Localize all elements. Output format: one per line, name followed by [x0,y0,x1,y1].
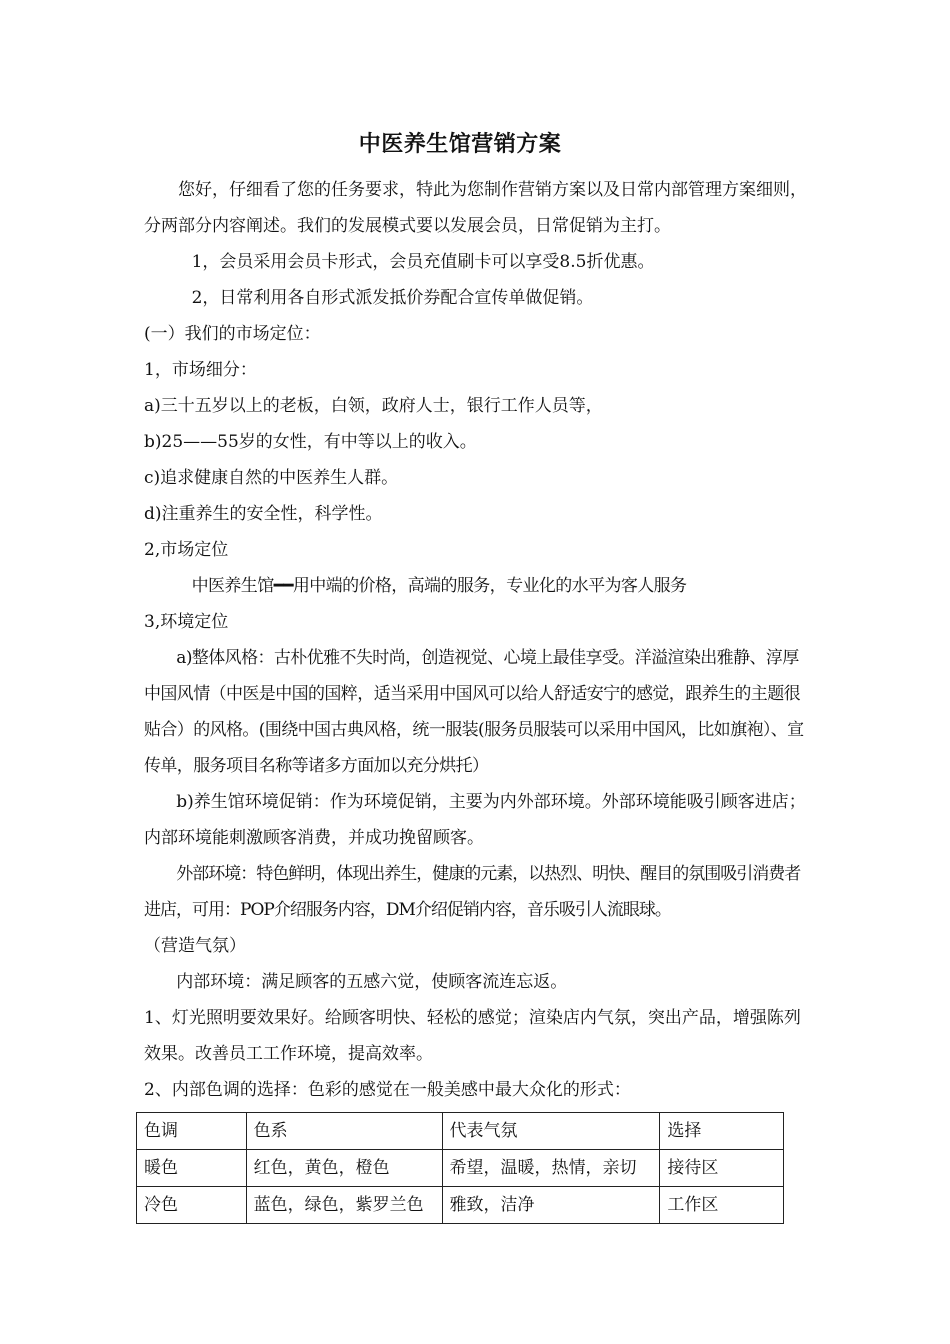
internal-environment-paragraph: 内部环境：满足顾客的五感六觉，使顾客流连忘返。 [176,972,568,992]
table-cell: 蓝色，绿色，紫罗兰色 [246,1187,442,1224]
subheading-market-segmentation: 1，市场细分： [144,360,257,380]
table-header-cell: 代表气氛 [442,1113,660,1150]
external-environment-paragraph: 外部环境：特色鲜明，体现出养生，健康的元素，以热烈、明快、醒目的氛围吸引消费者进店，可用：POP介绍服务内容，DM介绍促销内容，音乐吸引人流眼球。 [144,864,801,920]
table-row [137,1187,784,1224]
lighting-item: 1、灯光照明要效果好。给顾客明快、轻松的感觉；渲染店内气氛，突出产品，增强陈列效果。改善员工工作环境，提高效率。 [144,1008,801,1064]
segment-item-d: d)注重养生的安全性，科学性。 [144,504,383,524]
segment-item-b: b)25——55岁的女性，有中等以上的收入。 [144,432,477,452]
document-body [144,172,812,1224]
table-header-cell: 色系 [246,1113,442,1150]
table-cell: 工作区 [660,1187,784,1224]
table-row [137,1150,784,1187]
table-cell: 雅致，洁净 [442,1187,660,1224]
table-cell: 暖色 [137,1150,247,1187]
color-tone-item: 2、内部色调的选择：色彩的感觉在一般美感中最大众化的形式： [144,1080,631,1100]
intro-paragraph: 您好，仔细看了您的任务要求，特此为您制作营销方案以及日常内部管理方案细则，分两部分内容阐述。我们的发展模式要以发展会员，日常促销为主打。 [144,180,807,236]
table-header-row [137,1113,784,1150]
membership-card-item: 1，会员采用会员卡形式，会员充值刷卡可以享受8.5折优惠。 [191,252,655,272]
subheading-environment-positioning: 3,环境定位 [144,612,229,632]
environment-promotion-paragraph: b)养生馆环境促销：作为环境促销，主要为内外部环境。外部环境能吸引顾客进店；内部环境能刺激顾客消费，并成功挽留顾客。 [144,792,806,848]
table-cell: 希望，温暖，热情，亲切 [442,1150,660,1187]
table-cell: 冷色 [137,1187,247,1224]
table-header-cell: 选择 [660,1113,784,1150]
table-header-cell: 色调 [137,1113,247,1150]
positioning-statement: 中医养生馆━━用中端的价格，高端的服务，专业化的水平为客人服务 [191,576,687,596]
table-cell: 红色，黄色，橙色 [246,1150,442,1187]
atmosphere-note: （营造气氛） [144,936,246,956]
subheading-market-positioning: 2,市场定位 [144,540,229,560]
document-title: 中医养生馆营销方案 [358,132,562,157]
segment-item-a: a)三十五岁以上的老板，白领，政府人士，银行工作人员等， [144,396,603,416]
overall-style-paragraph: a)整体风格：古朴优雅不失时尚，创造视觉、心境上最佳享受。洋溢渲染出雅静、淳厚中国风情（中医是中国的国粹，适当采用中国风可以给人舒适安宁的感觉，跟养生的主题很贴合）的风格。(围绕中国古典风格，统一服装(服务员服装可以采用中国风，比如旗袍）、宣传单，服务项目名称等诸多方面加以充分烘托） [144,648,804,776]
section-heading-market-positioning: (一）我们的市场定位： [144,324,321,344]
table-cell: 接待区 [660,1150,784,1187]
coupon-promotion-item: 2，日常利用各自形式派发抵价券配合宣传单做促销。 [191,288,594,308]
segment-item-c: c)追求健康自然的中医养生人群。 [144,468,399,488]
color-tone-table [136,1112,784,1224]
